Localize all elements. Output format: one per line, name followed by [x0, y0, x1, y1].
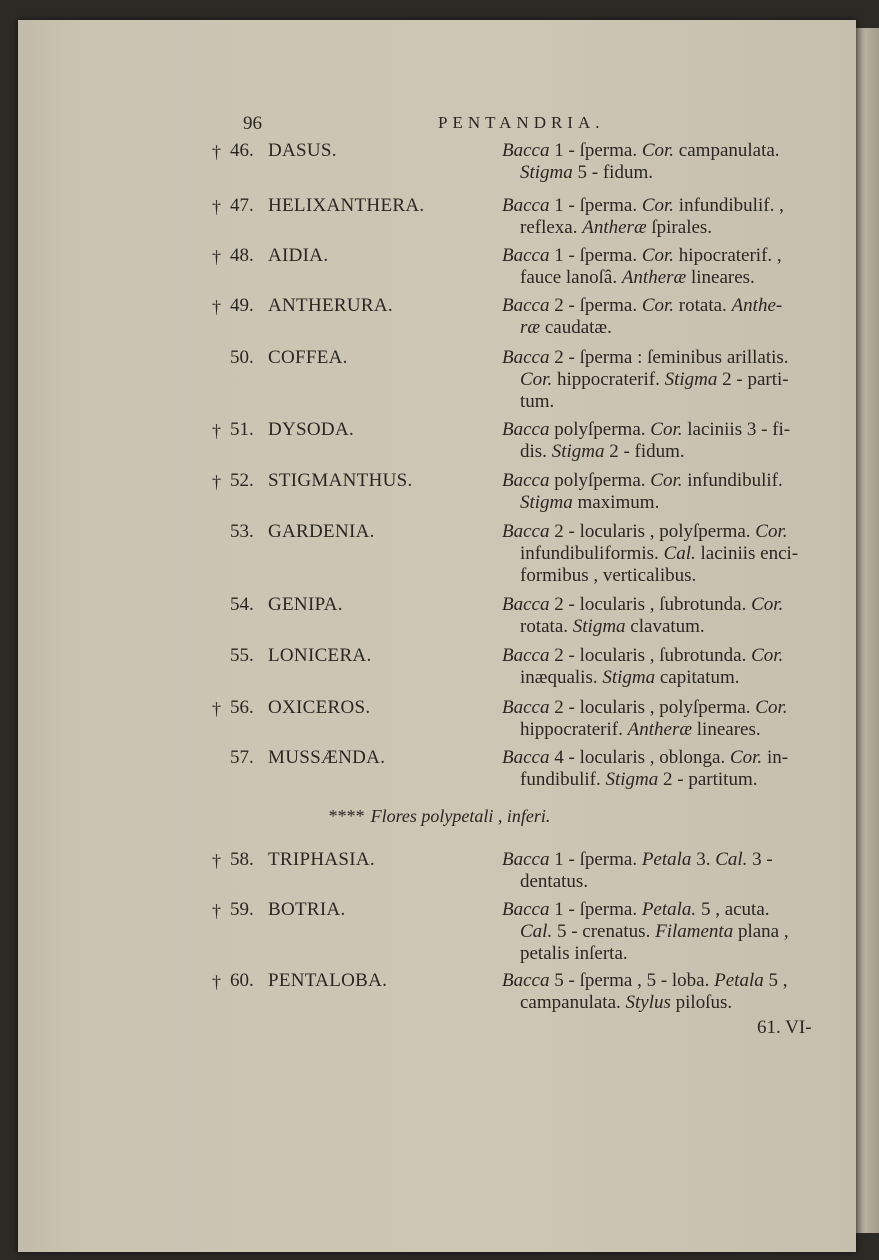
description-line: infundibuliformis. Cal. laciniis enci-	[520, 543, 799, 564]
genus-description	[502, 140, 834, 184]
entry-number: 53.	[230, 521, 254, 542]
entry-number: 60.	[230, 970, 254, 991]
entry-number: 48.	[230, 245, 254, 266]
genus-description	[502, 970, 834, 1014]
description-line: Bacca 1 - ſperma. Petala. 5 , acuta.	[502, 899, 770, 920]
description-line: Bacca polyſperma. Cor. laciniis 3 - fi-	[502, 419, 791, 440]
description-line: ræ caudatæ.	[520, 317, 612, 338]
description-line: Bacca 2 - locularis , ſubrotunda. Cor.	[502, 594, 784, 615]
genus-description	[502, 849, 834, 893]
description-line: Bacca 5 - ſperma , 5 - loba. Petala 5 ,	[502, 970, 788, 991]
genus-description	[502, 470, 834, 514]
description-line: fundibulif. Stigma 2 - partitum.	[520, 769, 758, 790]
description-line: Bacca 2 - locularis , ſubrotunda. Cor.	[502, 645, 784, 666]
description-line: Bacca 2 - ſperma : ſeminibus arillatis.	[502, 347, 789, 368]
dagger-mark: †	[212, 421, 221, 441]
page-number: 96	[243, 113, 262, 134]
genus-description	[502, 645, 834, 689]
section-title: Flores polypetali , inferi.	[370, 806, 551, 826]
genus-name: STIGMANTHUS.	[268, 470, 413, 491]
entry-number: 47.	[230, 195, 254, 216]
genus-description	[502, 697, 834, 741]
description-line: fauce lanoſâ. Antheræ lineares.	[520, 267, 755, 288]
description-line: Bacca 1 - ſperma. Cor. campanulata.	[502, 140, 780, 161]
entry-number: 58.	[230, 849, 254, 870]
description-line: Bacca 1 - ſperma. Cor. infundibulif. ,	[502, 195, 784, 216]
genus-description	[502, 245, 834, 289]
genus-name: PENTALOBA.	[268, 970, 388, 991]
entry-number: 54.	[230, 594, 254, 615]
dagger-mark: †	[212, 247, 221, 267]
entry-number: 46.	[230, 140, 254, 161]
entry-number: 59.	[230, 899, 254, 920]
genus-description	[502, 747, 834, 791]
description-line: reflexa. Antheræ ſpirales.	[520, 217, 713, 238]
description-line: Bacca 2 - locularis , polyſperma. Cor.	[502, 521, 788, 542]
genus-name: GENIPA.	[268, 594, 343, 615]
description-line: Stigma 5 - fidum.	[520, 162, 653, 183]
description-line: Stigma maximum.	[520, 492, 660, 513]
description-line: petalis inſerta.	[520, 943, 628, 964]
description-line: Cor. hippocraterif. Stigma 2 - parti-	[520, 369, 789, 390]
section-stars: ****	[328, 806, 365, 826]
description-line: Bacca 4 - locularis , oblonga. Cor. in-	[502, 747, 789, 768]
genus-name: HELIXANTHERA.	[268, 195, 425, 216]
description-line: Bacca 1 - ſperma. Petala 3. Cal. 3 -	[502, 849, 773, 870]
entry-number: 57.	[230, 747, 254, 768]
dagger-mark: †	[212, 142, 221, 162]
description-line: hippocraterif. Antheræ lineares.	[520, 719, 761, 740]
section-heading	[0, 806, 879, 827]
description-line: formibus , verticalibus.	[520, 565, 697, 586]
genus-name: TRIPHASIA.	[268, 849, 375, 870]
description-line: Bacca 2 - ſperma. Cor. rotata. Anthe-	[502, 295, 783, 316]
description-line: inæqualis. Stigma capitatum.	[520, 667, 740, 688]
dagger-mark: †	[212, 699, 221, 719]
dagger-mark: †	[212, 851, 221, 871]
genus-description	[502, 521, 834, 587]
genus-description	[502, 419, 834, 463]
genus-name: LONICERA.	[268, 645, 372, 666]
description-line: Bacca 2 - locularis , polyſperma. Cor.	[502, 697, 788, 718]
dagger-mark: †	[212, 901, 221, 921]
entry-number: 52.	[230, 470, 254, 491]
genus-name: DYSODA.	[268, 419, 355, 440]
entry-number: 55.	[230, 645, 254, 666]
genus-description	[502, 594, 834, 638]
genus-name: ANTHERURA.	[268, 295, 393, 316]
page-header	[0, 113, 879, 137]
genus-name: AIDIA.	[268, 245, 329, 266]
entry-number: 51.	[230, 419, 254, 440]
genus-name: COFFEA.	[268, 347, 348, 368]
genus-name: MUSSÆNDA.	[268, 747, 386, 768]
description-line: Bacca polyſperma. Cor. infundibulif.	[502, 470, 783, 491]
entry-number: 56.	[230, 697, 254, 718]
dagger-mark: †	[212, 972, 221, 992]
entry-number: 50.	[230, 347, 254, 368]
description-line: rotata. Stigma clavatum.	[520, 616, 705, 637]
genus-description	[502, 195, 834, 239]
description-line: Bacca 1 - ſperma. Cor. hipocraterif. ,	[502, 245, 782, 266]
genus-name: BOTRIA.	[268, 899, 346, 920]
description-line: dis. Stigma 2 - fidum.	[520, 441, 685, 462]
genus-description	[502, 347, 834, 413]
genus-description	[502, 899, 834, 965]
genus-name: DASUS.	[268, 140, 337, 161]
genus-description	[502, 295, 834, 339]
genus-name: GARDENIA.	[268, 521, 375, 542]
dagger-mark: †	[212, 472, 221, 492]
genus-name: OXICEROS.	[268, 697, 371, 718]
entry-number: 49.	[230, 295, 254, 316]
dagger-mark: †	[212, 297, 221, 317]
catchword: 61. VI-	[757, 1017, 812, 1038]
dagger-mark: †	[212, 197, 221, 217]
description-line: Cal. 5 - crenatus. Filamenta plana ,	[520, 921, 789, 942]
description-line: campanulata. Stylus piloſus.	[520, 992, 733, 1013]
description-line: tum.	[520, 391, 555, 412]
page-edge	[856, 28, 879, 1233]
description-line: dentatus.	[520, 871, 589, 892]
running-head: PENTANDRIA.	[438, 113, 605, 132]
